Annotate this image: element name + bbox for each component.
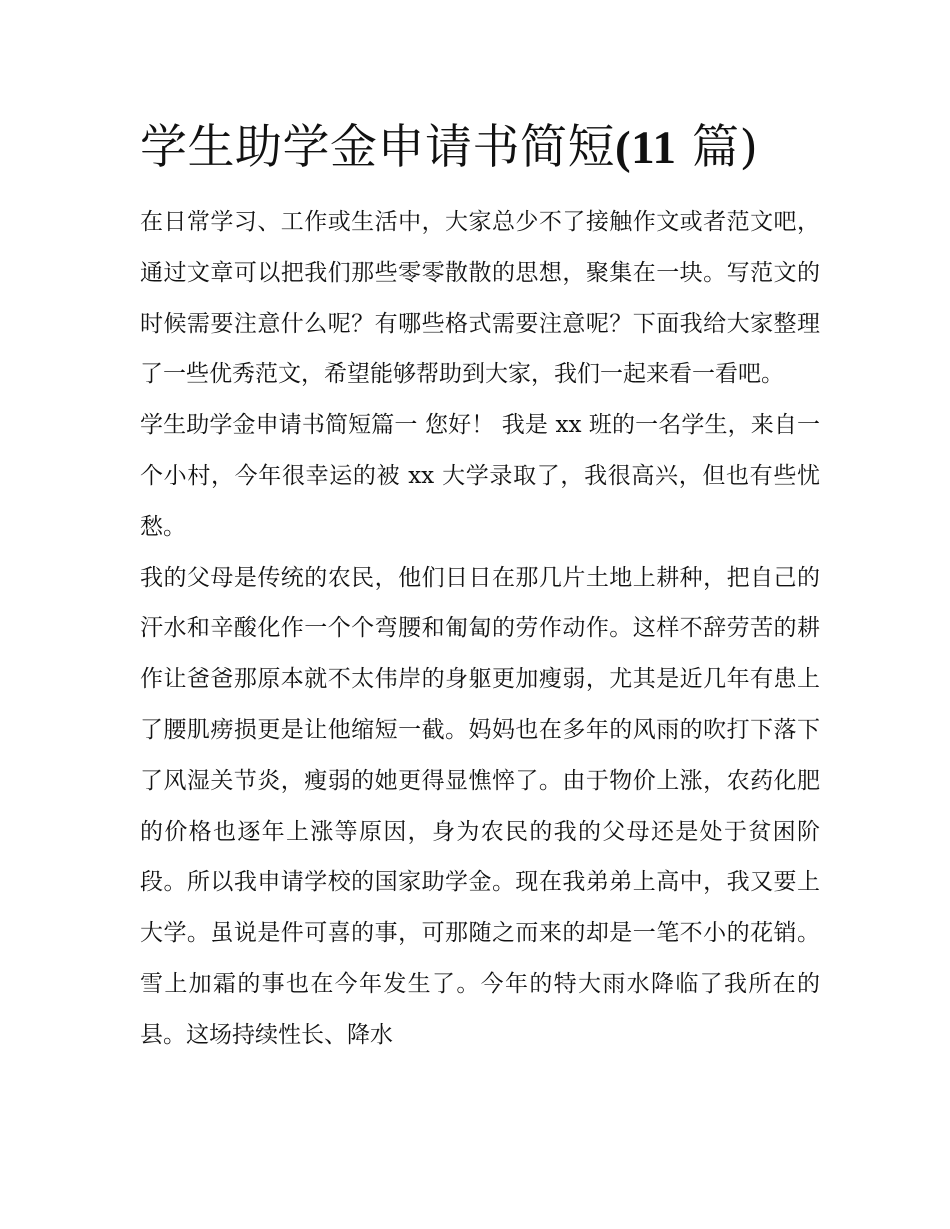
paragraph-family-situation: 我的父母是传统的农民，他们日日在那几片土地上耕种，把自己的汗水和辛酸化作一个个弯腰和匍匐的劳作动作。这样不辞劳苦的耕作让爸爸那原本就不太伟岸的身躯更加瘦弱，尤其是近几年有患上了腰肌痨损更是让他缩短一截。妈妈也在多年的风雨的吹打下落下了风湿关节炎，瘦弱的她更得显憔悴了。由于物价上涨，农药化肥的价格也逐年上涨等原因，身为农民的我的父母还是处于贫困阶段。所以我申请学校的国家助学金。现在我弟弟上高中，我又要上大学。虽说是件可喜的事，可那随之而来的却是一笔不小的花销。雪上加霜的事也在今年发生了。今年的特大雨水降临了我所在的县。这场持续性长、降水 xyxy=(140,564,820,1048)
paragraph-letter-opening: 学生助学金申请书简短篇一 您好！ 我是 xx 班的一名学生，来自一个小村，今年很幸运的被 xx 大学录取了，我很高兴，但也有些忧愁。 xyxy=(140,412,820,540)
title-main: 学生助学金申请书简短 xyxy=(140,120,615,175)
title-unit: 篇) xyxy=(676,120,759,175)
title-count: (11 xyxy=(615,122,677,174)
document-title xyxy=(140,110,840,186)
document-body xyxy=(140,197,820,1061)
paragraph-intro: 在日常学习、工作或生活中，大家总少不了接触作文或者范文吧，通过文章可以把我们那些零零散散的思想，聚集在一块。写范文的时候需要注意什么呢？有哪些格式需要注意呢？下面我给大家整理了一些优秀范文，希望能够帮助到大家，我们一起来看一看吧。 xyxy=(140,209,820,388)
